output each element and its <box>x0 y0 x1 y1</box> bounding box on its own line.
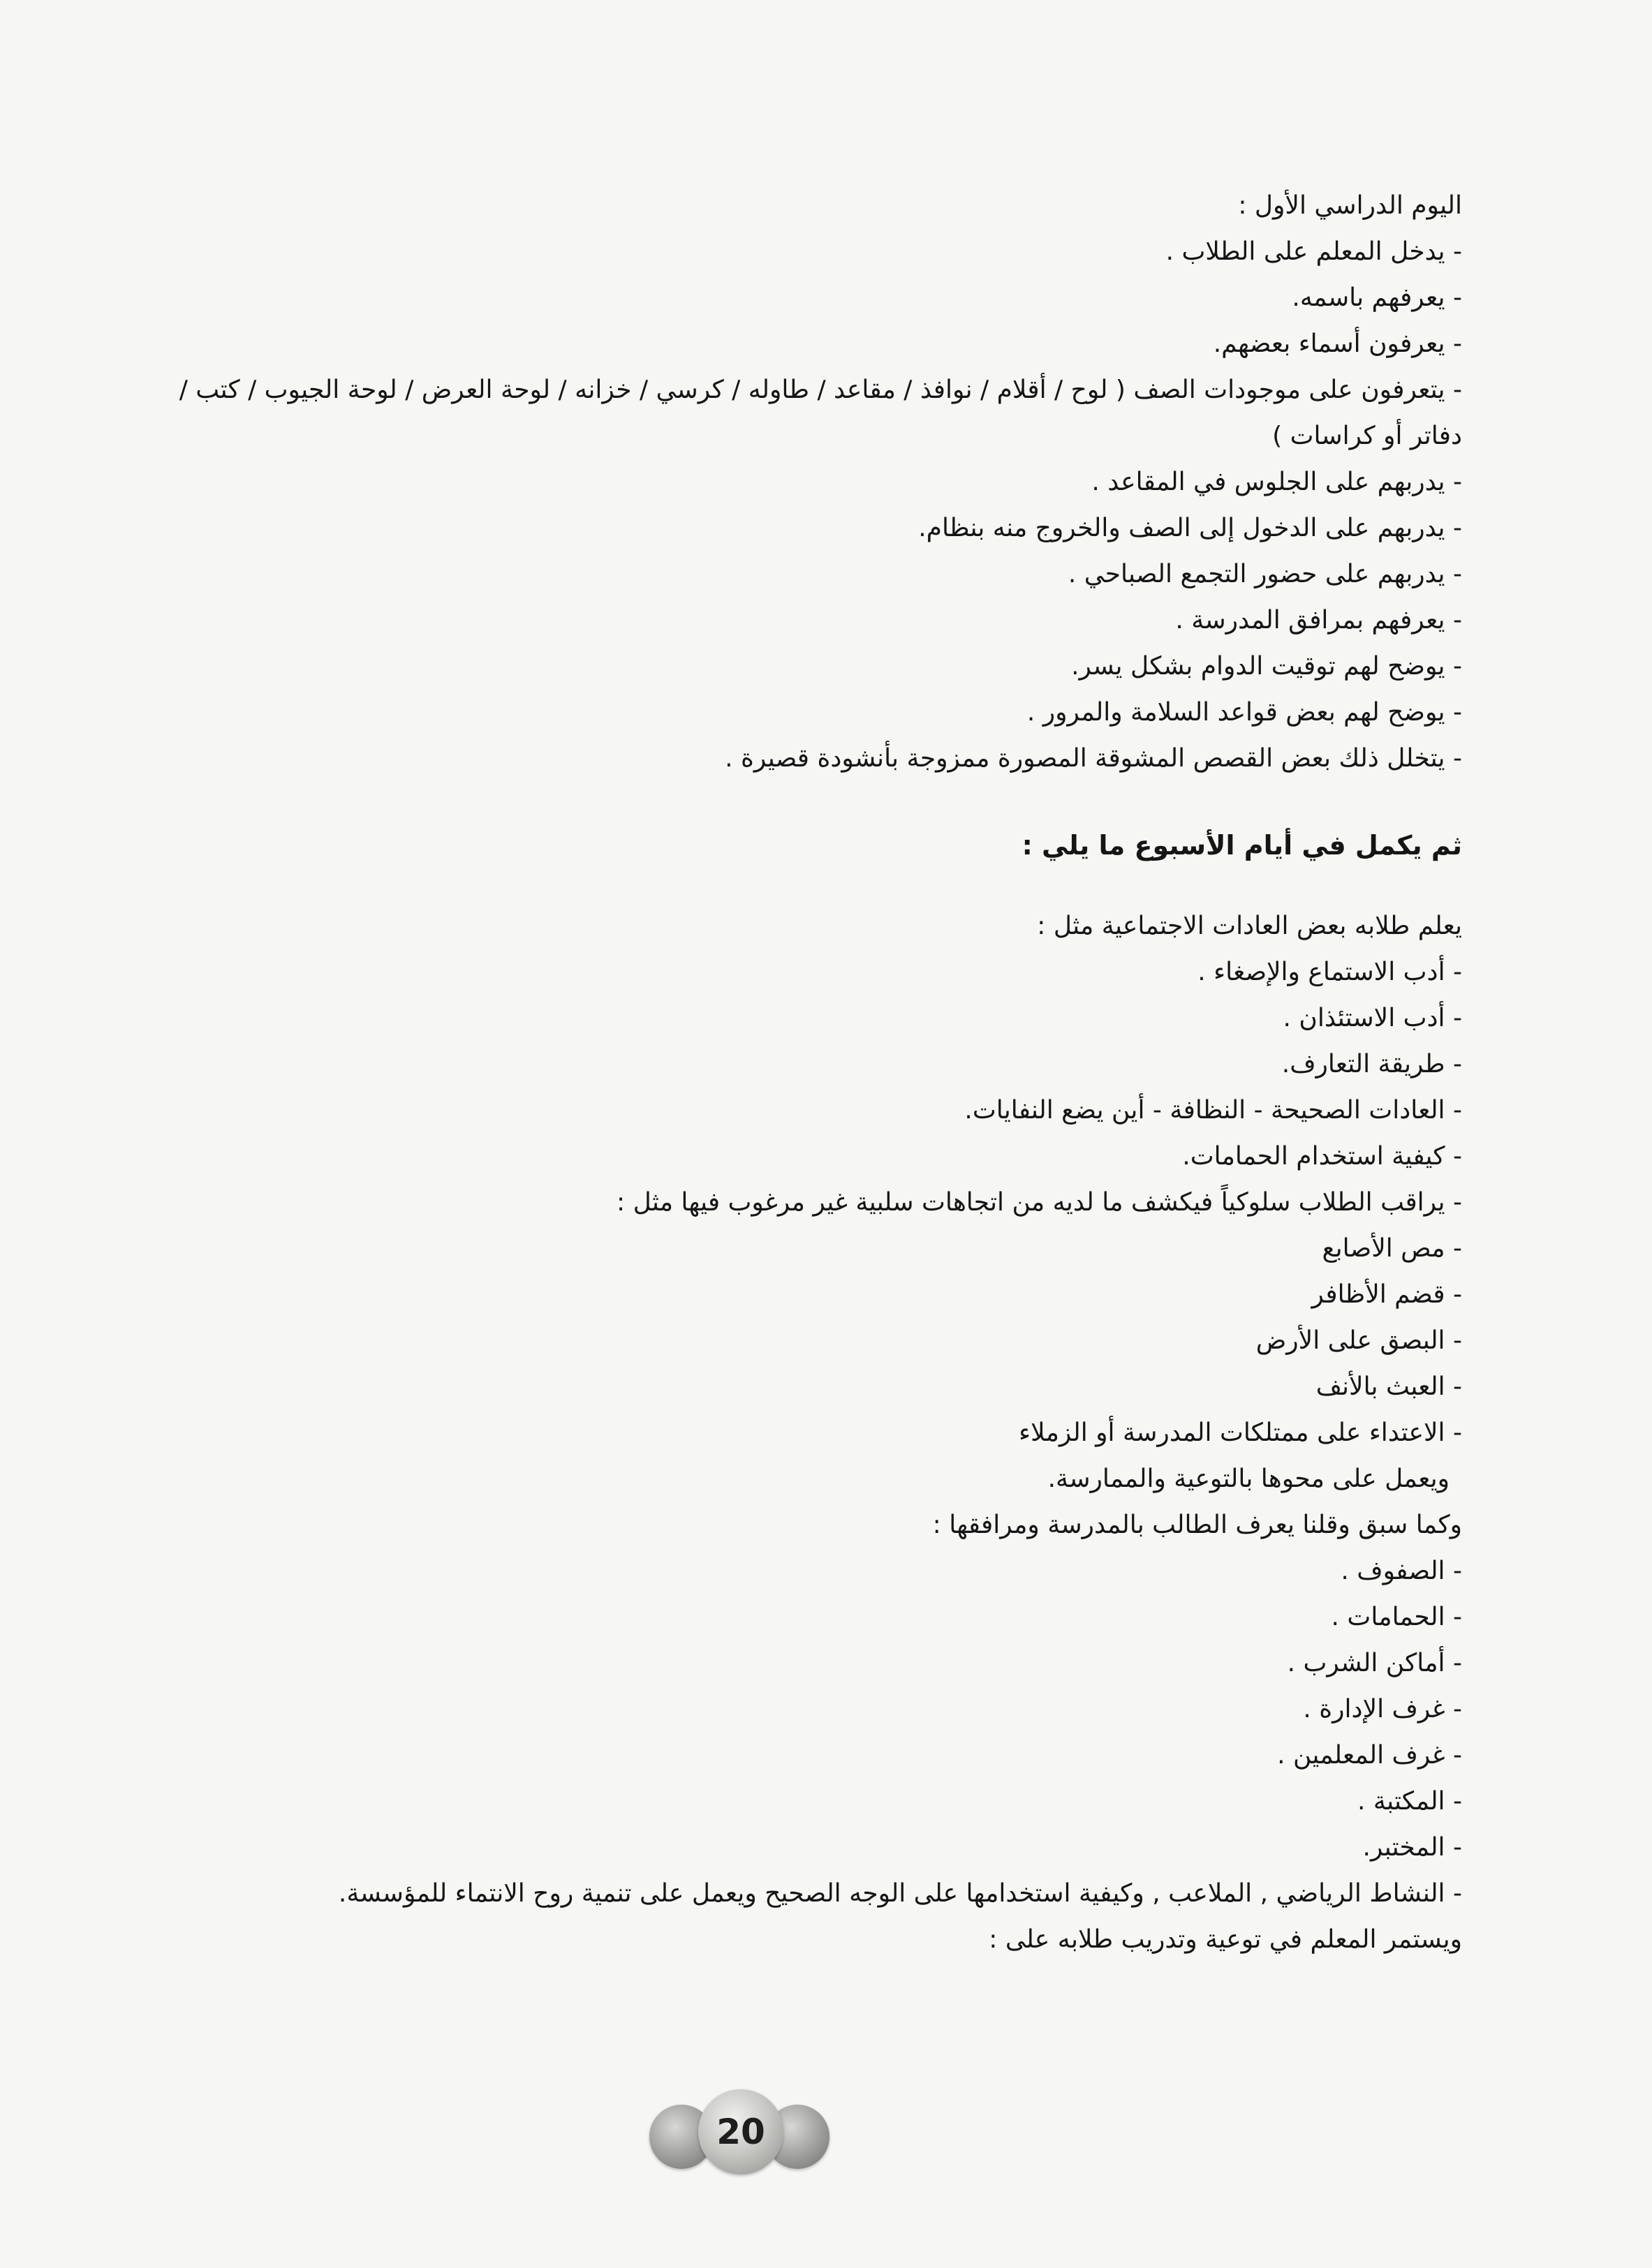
list-item: - مص الأصابع <box>1322 1234 1462 1263</box>
paragraph-text: ويستمر المعلم في توعية وتدريب طلابه على : <box>989 1925 1462 1954</box>
first-day-title: اليوم الدراسي الأول : <box>1238 191 1462 220</box>
list-item: - أدب الاستئذان . <box>1283 1004 1462 1032</box>
list-item: - يتعرفون على موجودات الصف ( لوح / أقلام / نوافذ / مقاعد / طاوله / كرسي / خزانه / لوحة العرض / لوحة الجيوب / كتب / <box>179 376 1462 404</box>
paragraph-text: ويعمل على محوها بالتوعية والممارسة. <box>1047 1465 1450 1493</box>
list-item: - يتخلل ذلك بعض القصص المشوقة المصورة ممزوجة بأنشودة قصيرة . <box>725 744 1462 773</box>
list-item: - يدربهم على الدخول إلى الصف والخروج منه بنظام. <box>918 514 1462 542</box>
list-item: - غرف الإدارة . <box>1303 1695 1462 1724</box>
list-item: - الصفوف . <box>1341 1557 1462 1585</box>
list-item: - الاعتداء على ممتلكات المدرسة أو الزملاء <box>1019 1418 1462 1447</box>
list-item: - طريقة التعارف. <box>1281 1050 1462 1079</box>
list-item: - العبث بالأنف <box>1315 1372 1462 1401</box>
list-item: - قضم الأظافر <box>1311 1280 1462 1309</box>
social-habits-intro: يعلم طلابه بعض العادات الاجتماعية مثل : <box>1037 912 1462 940</box>
list-item: - غرف المعلمين . <box>1277 1741 1462 1770</box>
list-item: - يدربهم على حضور التجمع الصباحي . <box>1068 560 1462 588</box>
list-item: - المختبر. <box>1362 1833 1462 1862</box>
list-item: - يدربهم على الجلوس في المقاعد . <box>1091 468 1462 496</box>
list-item: - المكتبة . <box>1357 1787 1462 1816</box>
list-item-continuation: دفاتر أو كراسات ) <box>1272 422 1462 450</box>
page-content <box>94 183 1462 1963</box>
page-number-badge <box>649 2089 831 2177</box>
list-item: - يوضح لهم توقيت الدوام بشكل يسر. <box>1071 652 1462 681</box>
list-item: - العادات الصحيحة - النظافة - أين يضع النفايات. <box>964 1096 1462 1125</box>
list-item: - يراقب الطلاب سلوكياً فيكشف ما لديه من اتجاهات سلبية غير مرغوب فيها مثل : <box>617 1188 1462 1217</box>
list-item: - أدب الاستماع والإصغاء . <box>1197 958 1462 986</box>
list-item: - البصق على الأرض <box>1255 1326 1462 1355</box>
list-item: - الحمامات . <box>1331 1603 1462 1631</box>
list-item: - يدخل المعلم على الطلاب . <box>1165 237 1462 266</box>
list-item: - النشاط الرياضي , الملاعب , وكيفية استخدامها على الوجه الصحيح ويعمل على تنمية روح الانتماء للمؤسسة. <box>338 1879 1462 1908</box>
list-item: - يعرفهم بمرافق المدرسة . <box>1175 606 1462 635</box>
list-item: - يعرفهم باسمه. <box>1292 283 1462 312</box>
list-item: - يوضح لهم بعض قواعد السلامة والمرور . <box>1026 698 1462 727</box>
list-item: - كيفية استخدام الحمامات. <box>1182 1142 1462 1171</box>
paragraph-text: وكما سبق وقلنا يعرف الطالب بالمدرسة ومرافقها : <box>932 1511 1462 1539</box>
list-item: - أماكن الشرب . <box>1287 1649 1462 1677</box>
section-heading: ثم يكمل في أيام الأسبوع ما يلي : <box>1022 830 1462 861</box>
page-number: 20 <box>716 2112 765 2152</box>
list-item: - يعرفون أسماء بعضهم. <box>1213 329 1462 358</box>
